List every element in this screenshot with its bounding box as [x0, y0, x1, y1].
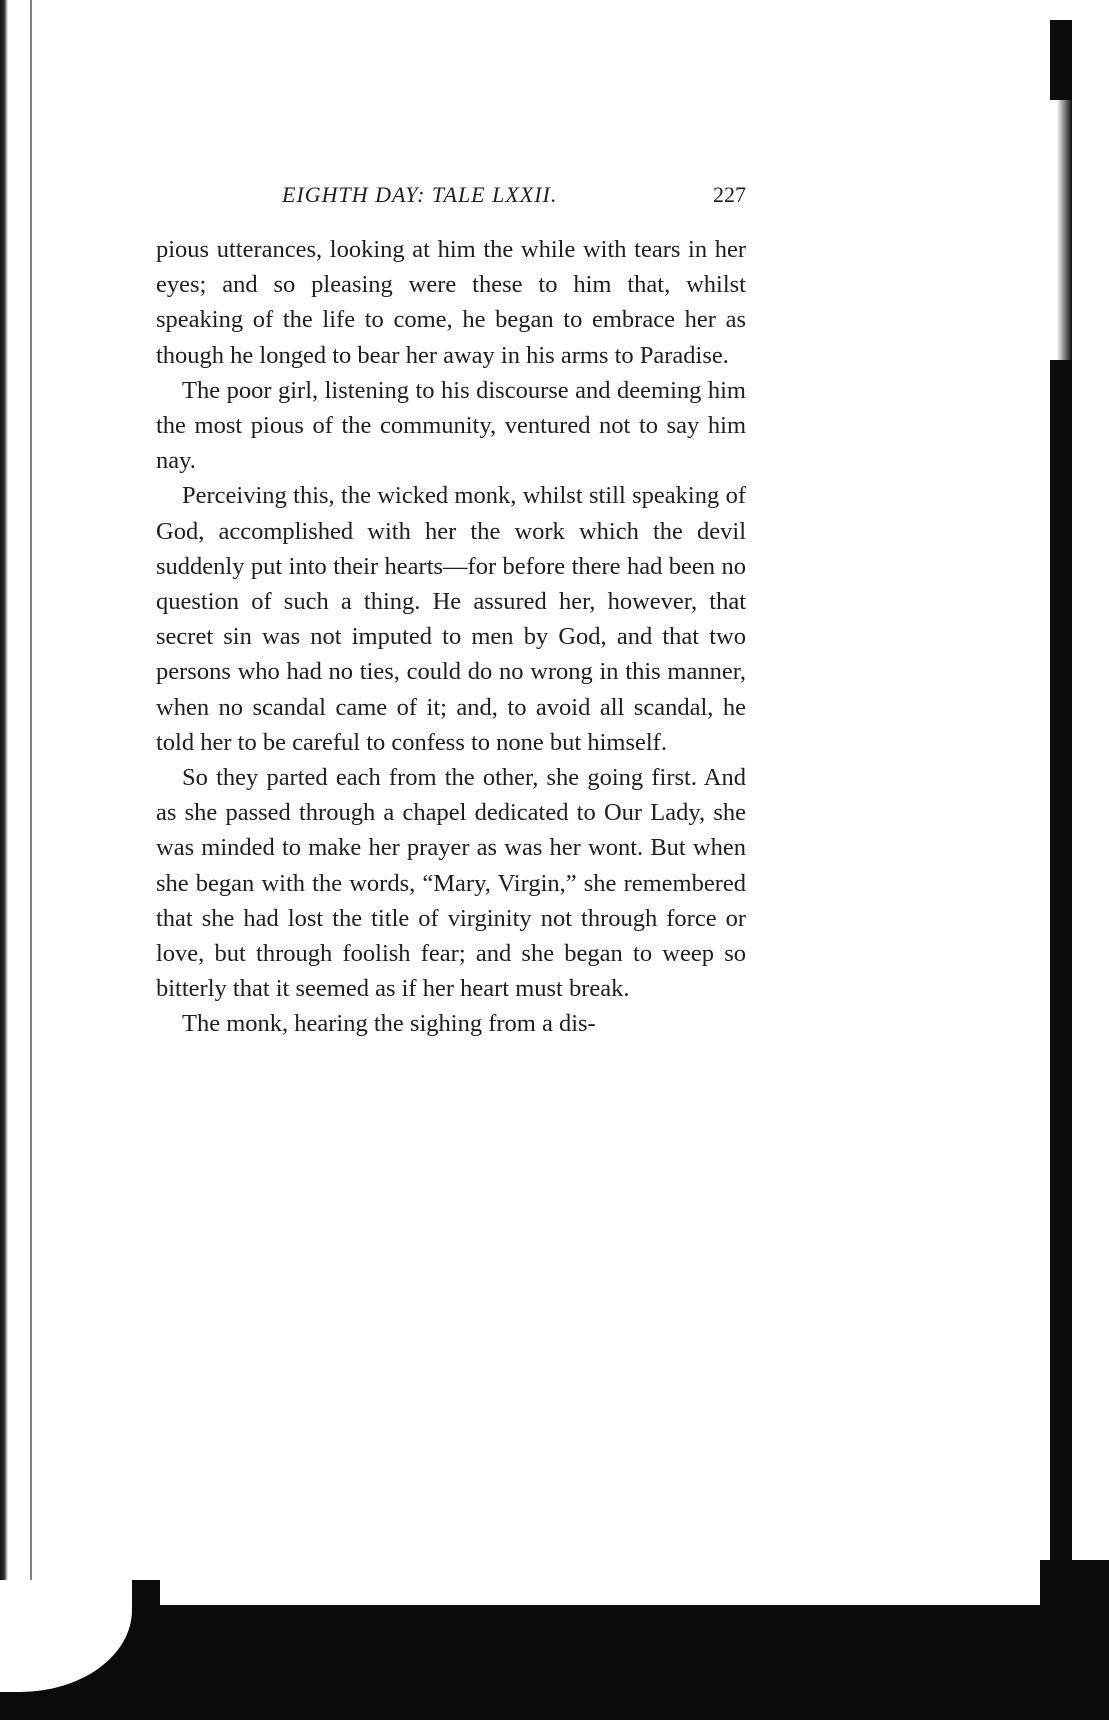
page-number: 227 [713, 182, 746, 207]
paragraph-2: The poor girl, listening to his discourse and deeming him the most pious of the community, ventured not to say him nay. [156, 376, 746, 475]
scan-edge-left [0, 0, 8, 1580]
paragraph-3: Perceiving this, the wicked monk, whilst still speaking of God, accomplished with her the work which the devil suddenly put into their hearts—for before there had been no question of such a thing. He assured her, however, that secret sin was not imputed to men by God, and that two persons who had no ties, could do no wrong in this manner, when no scandal came of it; and, to avoid all scandal, he told her to be careful to confess to none but himself. [156, 482, 746, 756]
scan-edge-right-fade [1050, 100, 1072, 360]
running-head: EIGHTH DAY: TALE LXXII. [282, 182, 558, 207]
page-header [156, 180, 746, 214]
scan-edge-bottom [0, 1605, 1109, 1720]
scan-edge-bottom-right [1040, 1560, 1109, 1720]
scan-edge-left-line [30, 0, 32, 1600]
paragraph-4: So they parted each from the other, she going first. And as she passed through a chapel dedicated to Our Lady, she was minded to make her prayer as was her wont. But when she began with the words, “Mary, Virgin,” she remembered that she had lost the title of virginity not through force or love, but through foolish fear; and she began to weep so bitterly that it seemed as if her heart must break. [156, 764, 746, 1003]
paragraph-1: pious utterances, looking at him the while with tears in her eyes; and so pleasing were these to him that, whilst speaking of the life to come, he began to embrace her as though he longed to bear her away in his arms to Paradise. [156, 236, 746, 369]
body-text [156, 232, 746, 1042]
paragraph-5: The monk, hearing the sighing from a dis- [182, 1010, 596, 1038]
